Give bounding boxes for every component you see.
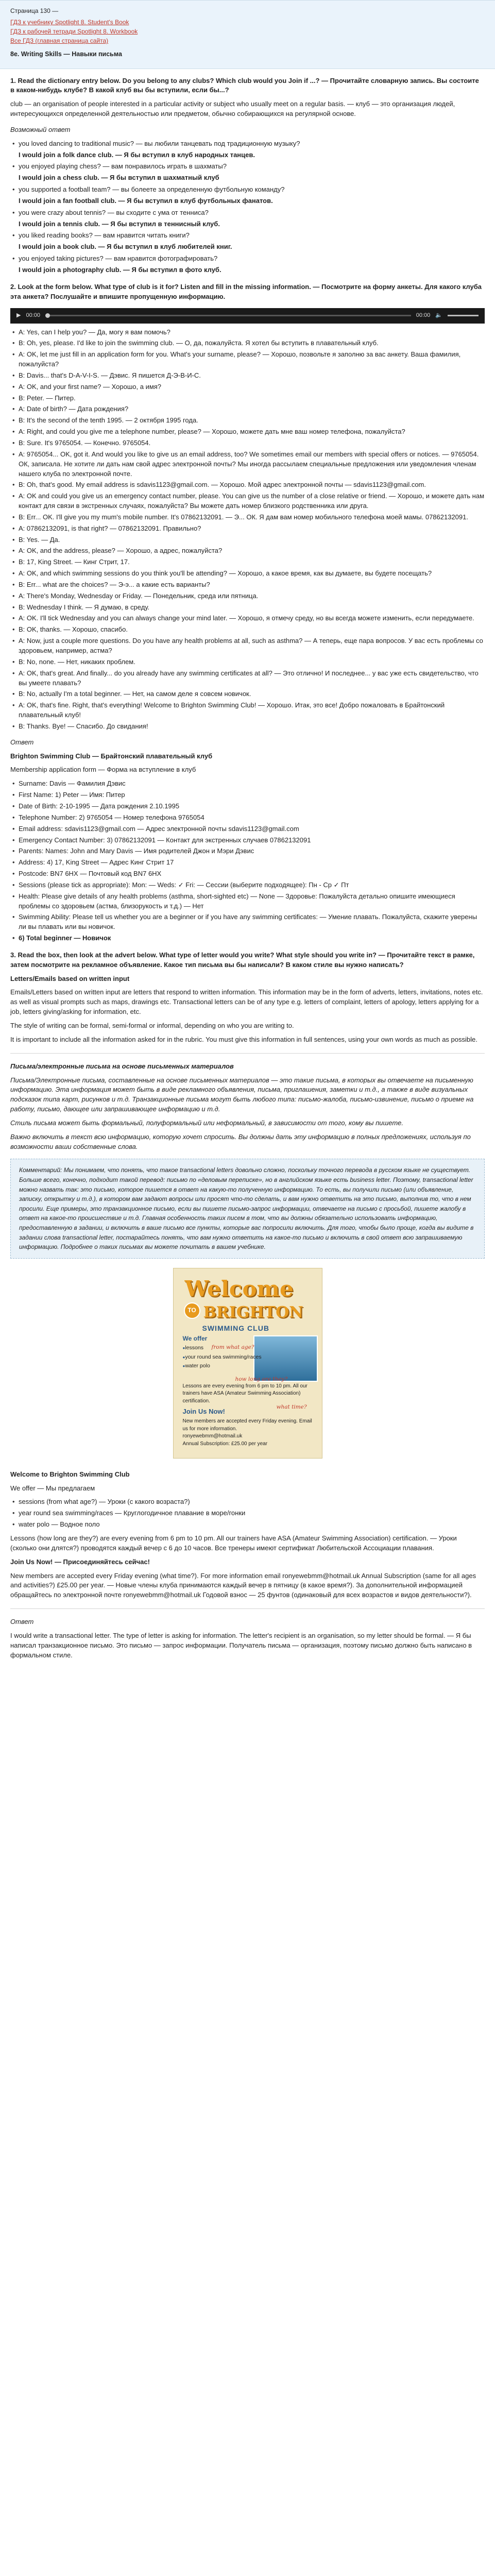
ex2-question: 2. Look at the form below. What type of club is it for? Listen and fill in the missing information. — Посмотрите на форму анкеты. Для какого клуба эта анкета? Послушайте и впишите пропущенную информацию.	[10, 282, 482, 300]
time-total: 00:00	[416, 312, 431, 318]
poster-offer-label: We offer	[182, 1334, 208, 1342]
advert-offer: • sessions (from what age?) — Уроки (с какого возраста?)	[10, 1497, 485, 1507]
club-definition: club — an organisation of people interested in a particular activity or subject who usually meet on a regular basis. — клуб — это организация людей, интересующихся определенной деятельностью или предметом, обычно собирающихся на регулярной основе.	[10, 100, 455, 118]
divider	[10, 1608, 485, 1609]
poster-email: ronyewebmm@hotmail.uk	[182, 1433, 243, 1439]
dialogue-line: • B: No, none. — Нет, никаких проблем.	[10, 657, 485, 667]
page-number: Страница 130 —	[10, 7, 59, 14]
dialogue-line: • B: Peter. — Питер.	[10, 394, 485, 403]
dialogue-line: • A: OK and could you give us an emergency contact number, please. You can give us the number of a close relative or friend. — Хорошо, и можете дать нам контакт для связи в экстренных случаях, пожалуйста? Вы можете дать номер близкого родственника или друга.	[10, 492, 485, 511]
form-field: • Postcode: BN7 6HX — Почтовый код BN7 6HX	[10, 869, 485, 879]
ex1-answer: I would join a book club. — Я бы вступил в клуб любителей книг.	[19, 243, 232, 251]
link-home[interactable]: Все ГДЗ (главная страница сайта)	[10, 37, 109, 45]
ex1-answer: I would join a folk dance club. — Я бы вступил в клуб народных танцев.	[19, 150, 255, 159]
poster-join: Join Us Now!	[182, 1408, 225, 1416]
swimmer-photo	[253, 1335, 318, 1382]
poster-offer: ● your round sea swimming/races	[183, 1353, 262, 1362]
dialogue-line: • A: 07862132091, is that right? — 07862132091. Правильно?	[10, 524, 485, 534]
ex1-item: • you enjoyed taking pictures? — вам нравится фотографировать?	[10, 254, 485, 264]
ex1-item: • you enjoyed playing chess? — вам понравилось играть в шахматы?	[10, 162, 485, 172]
ex1-answer: I would join a fan football club. — Я бы вступил в клуб футбольных фанатов.	[19, 196, 273, 205]
dialogue-line: • B: OK, thanks. — Хорошо, спасибо.	[10, 625, 485, 635]
dialogue-line: • A: OK, let me just fill in an application form for you. What's your surname, please? — Хорошо, позвольте я заполню за вас анкету. Ваша фамилия, пожалуйста?	[10, 350, 485, 369]
form-field: • Surname: Davis — Фамилия Дэвис	[10, 779, 485, 789]
ru-paragraph: Письма/Электронные письма, составленные на основе письменных материалов — это такие письма, в которых вы отвечаете на письменную информацию. Эта информация может быть в виде рекламного объявления, письма, приглашения, заметки и т.д., а также в виде визуальных подсказок типа карт, рисунков и т.д. Транзакционные письма могут быть любого типа: письмо-жалоба, письмо-извинение, письмо о приеме на работу, письмо, дающее или запрашивающее информацию и т.д.	[10, 1076, 474, 1113]
poster-to: TO	[184, 1302, 200, 1319]
ex3-answer: I would write a transactional letter. The type of letter is asking for information. The letter's recipient is an organisation, so my letter should be formal. — Я бы написал транзакционное письмо. Это письмо — запрос информации. Получатель письма — организация, поэтому письмо должно быть написано в формальном стиле.	[10, 1631, 472, 1659]
dialogue-line: • A: OK, and which swimming sessions do you think you'll be attending? — Хорошо, а какое время, как вы думаете, вы будете посещать?	[10, 569, 485, 579]
ex1-answer: I would join a chess club. — Я бы вступил в шахматный клуб	[19, 174, 219, 182]
advert-join-label: Join Us Now! — Присоединяйтесь сейчас!	[10, 1557, 150, 1566]
ru-paragraph: Важно включить в текст всю информацию, которую хочет спросить. Вы должны дать эту информацию в полных предложениях, используя по возможности ваши собственные слова.	[10, 1132, 471, 1150]
dialogue-line: • A: OK, that's fine. Right, that's everything! Welcome to Brighton Swimming Club! — Хорошо. Итак, это все! Добро пожаловать в Брайтонский плавательный клуб!	[10, 701, 485, 720]
ex2-answer-label: Ответ	[10, 738, 34, 746]
dialogue-line: • A: 9765054... OK, got it. And would you like to give us an email address, too? We sometimes email our members with special offers or notices. — 9765054. ОК, записала. Не хотите ли дать нам свой адрес электронной почты? Мы иногда рассылаем специальные предложения или уведомления членам нашего клуба по электронной почте.	[10, 450, 485, 479]
form-field: • Address: 4) 17, King Street — Адрес Кинг Стрит 17	[10, 858, 485, 868]
form-field: • Email address: sdavis1123@gmail.com — Адрес электронной почты sdavis1123@gmail.com	[10, 824, 485, 834]
ex3-question: 3. Read the box, then look at the advert below. What type of letter would you write? What style should you write in? — Прочитайте текст в рамке, затем посмотрите на рекламное объявление. Какое тип письма вы бы написали? В каком стиле вы нужно написать?	[10, 951, 475, 969]
poster-swimming: SWIMMING CLUB	[202, 1324, 269, 1332]
dialogue-list	[10, 328, 485, 732]
ru-title: Письма/электронные письма на основе письменных материалов	[10, 1062, 234, 1070]
link-students-book[interactable]: ГДЗ к учебнику Spotlight 8. Student's Book	[10, 19, 129, 26]
form-field: • Swimming Ability: Please tell us whether you are a beginner or if you have any swimming certificates: — Умение плавать. Пожалуйста, скажите уверены ли вы плавать или вы новичок.	[10, 912, 485, 932]
form-field: • Parents: Names: John and Mary Davis — Имя родителей Джон и Мэри Дэвис	[10, 846, 485, 856]
dialogue-line: • B: Davis... that's D-A-V-I-S. — Дэвис. Я пишется Д-Э-В-И-С.	[10, 371, 485, 381]
play-icon[interactable]: ▶	[16, 312, 21, 318]
dialogue-line: • A: Right, and could you give me a telephone number, please? — Хорошо, можете дать мне ваш номер телефона, пожалуйста?	[10, 427, 485, 437]
dialogue-line: • B: 17, King Street. — Кинг Стрит, 17.	[10, 557, 485, 567]
form-field: • Health: Please give details of any health problems (asthma, short-sighted etc) — None — Здоровье: Пожалуйста детально опишите имеющиеся проблемы со здоровьем (астма, близорукость и т.д.) — Нет	[10, 892, 485, 911]
poster-offer: ● lessons	[183, 1344, 262, 1353]
form-field: • 6) Total beginner — Новичок	[10, 934, 485, 943]
ex1-answer: I would join a photography club. — Я бы вступил в фото клуб.	[19, 266, 221, 274]
form-field: • Date of Birth: 2-10-1995 — Дата рождения 2.10.1995	[10, 802, 485, 811]
poster-annual: Annual Subscription: £25.00 per year	[182, 1440, 268, 1447]
box-title: Letters/Emails based on written input	[10, 974, 130, 982]
box-paragraph: It is important to include all the information asked for in the rubric. You must give this information in full sentences, using your own words as much as possible.	[10, 1035, 477, 1043]
advert-offer: • year round sea swimming/races — Круглогодичное плавание в море/гонки	[10, 1509, 485, 1518]
ex1-answer-label: Возможный ответ	[10, 125, 71, 133]
form-field: • Emergency Contact Number: 3) 07862132091 — Контакт для экстренных случаев 07862132091	[10, 836, 485, 845]
dialogue-line: • B: Sure. It's 9765054. — Конечно. 9765054.	[10, 438, 485, 448]
poster-brighton: BRIGHTON	[203, 1303, 303, 1321]
ex1-item: • you supported a football team? — вы болеете за определенную футбольную команду?	[10, 185, 485, 195]
form-field: • Telephone Number: 2) 9765054 — Номер телефона 9765054	[10, 813, 485, 823]
dialogue-line: • B: Err... what are the choices? — Э-э... а какие есть варианты?	[10, 580, 485, 590]
poster-bottom	[183, 1383, 314, 1448]
box-paragraph: Emails/Letters based on written input are letters that respond to written information. This information may be in the form of adverts, letters, invitations, notes etc. as well as visual prompts such as maps, drawings etc. Transactional letters can be of any type e.g. letters of complaint, letters of apology, letters applying for a job, letters giving/asking for information, etc.	[10, 988, 483, 1016]
ru-paragraph: Стиль письма может быть формальный, полуформальный или неформальный, в зависимости от того, кому вы пишете.	[10, 1118, 403, 1127]
form-list	[10, 779, 485, 943]
poster-welcome: Welcome	[184, 1276, 294, 1301]
header-box	[0, 0, 495, 69]
dialogue-line: • B: Thanks. Bye! — Спасибо. До свидания!	[10, 722, 485, 732]
dialogue-line: • B: Oh, that's good. My email address is sdavis1123@gmail.com. — Хорошо. Мой адрес электронной почты — sdavis1123@gmail.com.	[10, 480, 485, 490]
seek-bar[interactable]	[45, 315, 411, 316]
volume-icon[interactable]: 🔈	[435, 312, 442, 318]
dialogue-line: • A: There's Monday, Wednesday or Friday. — Понедельник, среда или пятница.	[10, 591, 485, 601]
dialogue-line: • A: OK, that's great. And finally... do you already have any swimming certificates at all? — Это отлично! И последнее... у вас уже есть свидетельство, что вы умеете плавать?	[10, 669, 485, 688]
advert-join-text: New members are accepted every Friday evening (what time?). For more information email ronyewebmm@hotmail.uk Annual Subscription (same for all ages and activities?) £25.00 per year. — Новые члены клуба принимаются каждый вечер в пятницу (в какое время?). За дополнительной информацией обращайтесь по электронной почте ronyewebmm@hotmail.uk Годовой взнос — 25 фунтов (одинаковый для всех возрастов и видов деятельности?).	[10, 1571, 476, 1599]
poster-note: from what age?	[211, 1344, 254, 1350]
poster-new-members: New members are accepted every Friday evening. Email us for more information.	[182, 1418, 312, 1432]
audio-player[interactable]	[10, 308, 485, 324]
dialogue-line: • A: Now, just a couple more questions. Do you have any health problems at all, such as asthma? — А теперь, еще пара вопросов. У вас есть проблемы со здоровьем, например, астма?	[10, 636, 485, 656]
form-title: Membership application form — Форма на вступление в клуб	[10, 766, 196, 774]
club-title: Brighton Swimming Club — Брайтонский плавательный клуб	[10, 752, 213, 760]
advert-title: Welcome to Brighton Swimming Club	[10, 1470, 130, 1478]
form-field: • Sessions (please tick as appropriate): Mon: — Weds: ✓ Fri: — Сессии (выберите подходящее): Пн - Ср ✓ Пт	[10, 880, 485, 890]
dialogue-line: • A: Date of birth? — Дата рождения?	[10, 404, 485, 414]
ex1-list	[10, 139, 485, 275]
advert-offers	[10, 1497, 485, 1530]
box-paragraph: The style of writing can be formal, semi-formal or informal, depending on who you are writing to.	[10, 1022, 294, 1030]
section-title: 8e. Writing Skills — Навыки письма	[10, 50, 122, 58]
dialogue-line: • A: OK. I'll tick Wednesday and you can always change your mind later. — Хорошо, я отмечу среду, но вы всегда можете изменить, если передумаете.	[10, 614, 485, 623]
poster-offer: ● water polo	[183, 1362, 262, 1371]
form-field: • First Name: 1) Peter — Имя: Питер	[10, 790, 485, 800]
link-workbook[interactable]: ГДЗ к рабочей тетради Spotlight 8. Workbook	[10, 28, 138, 36]
ex3-answer-label: Ответ	[10, 1618, 34, 1626]
dialogue-line: • A: OK, and the address, please? — Хорошо, а адрес, пожалуйста?	[10, 546, 485, 556]
time-current: 00:00	[26, 312, 40, 318]
dialogue-line: • B: Yes. — Да.	[10, 535, 485, 545]
dialogue-line: • A: OK, and your first name? — Хорошо, а имя?	[10, 382, 485, 392]
dialogue-line: • B: Oh, yes, please. I'd like to join the swimming club. — О, да, пожалуйста. Я хотел бы вступить в плавательный клуб.	[10, 338, 485, 348]
divider	[10, 1053, 485, 1054]
poster-note: how long are they?	[235, 1376, 287, 1382]
dialogue-line: • A: Yes, can I help you? — Да, могу я вам помочь?	[10, 328, 485, 337]
ex1-item: • you were crazy about tennis? — вы сходите с ума от тенниса?	[10, 208, 485, 218]
ex1-item: • you liked reading books? — вам нравится читать книги?	[10, 231, 485, 241]
dialogue-line: • B: It's the second of the tenth 1995. — 2 октября 1995 года.	[10, 416, 485, 426]
advert-lessons: Lessons (how long are they?) are every evening from 6 pm to 10 pm. All our trainers have ASA (Amateur Swimming Association) certification. — Уроки (сколько они длятся?) проводятся каждый вечер с 6 до 10 часов. Все тренеры имеют сертификат Любительской Ассоциации плавания.	[10, 1534, 457, 1552]
ex1-item: • you loved dancing to traditional music? — вы любили танцевать под традиционную музыку?	[10, 139, 485, 149]
dialogue-line: • B: No, actually I'm a total beginner. — Нет, на самом деле я совсем новичок.	[10, 689, 485, 699]
club-poster	[173, 1268, 322, 1459]
ex1-question: 1. Read the dictionary entry below. Do you belong to any clubs? Which club would you Join if ...? — Прочитайте словарную запись. Вы состоите в каком-нибудь клубе? В какой клуб вы бы вступили, если бы...?	[10, 76, 479, 94]
comment-box: Комментарий: Мы понимаем, что понять, что такое transactional letters довольно сложно, поскольку точного перевода в русском языке не существует. Больше всего, конечно, подходит такой перевод: письмо по «деловым переписке», но в английском языке есть business letter. Поэтому, transactional letter можно назвать так: это письмо, которое пишется в ответ на какую-то полученную информацию. То есть, вы получили письмо (или объявление, записку, открытку и т.д.), в котором вам задают вопросы или просят что-то сделать, и вам нужно ответить на это письмо, выполнив то, что в нем просили. Еще примеры, это транзакционное письмо, если вы пишете письмо-запрос информации, отвечаете на письмо с просьбой, пишете жалобу в ответ на какое-то происшествие и т.д. Главная особенность таких писем в том, что вы должны обязательно использовать информацию, предоставленную в задании, и включить в ваше письмо все пункты, которые вас попросили включить. Для того, чтобы было проще, когда вы видите в задании слова transactional letter, постарайтесь понять, что вам нужно ответить на какое-то письмо и включить в свой ответ всю запрашиваемую информацию. Подробнее о таких письмах вы можете почитать в вашем учебнике.	[10, 1159, 485, 1258]
poster-details: Lessons are every evening from 6 pm to 10 pm. All our trainers have ASA (Amateur Swimming Association) certification.	[182, 1383, 308, 1404]
volume-slider[interactable]	[448, 315, 479, 316]
poster-note: what time?	[276, 1403, 307, 1410]
advert-offer: • water polo — Водное поло	[10, 1520, 485, 1530]
ex1-answer: I would join a tennis club. — Я бы вступил в теннисный клуб.	[19, 219, 220, 228]
advert-offer-label: We offer — Мы предлагаем	[10, 1484, 95, 1492]
dialogue-line: • B: Wednesday I think. — Я думаю, в среду.	[10, 603, 485, 613]
dialogue-line: • B: Err... OK. I'll give you my mum's mobile number. It's 07862132091. — Э... ОК. Я дам вам номер мобильного телефона моей мамы. 07862132091.	[10, 513, 485, 522]
